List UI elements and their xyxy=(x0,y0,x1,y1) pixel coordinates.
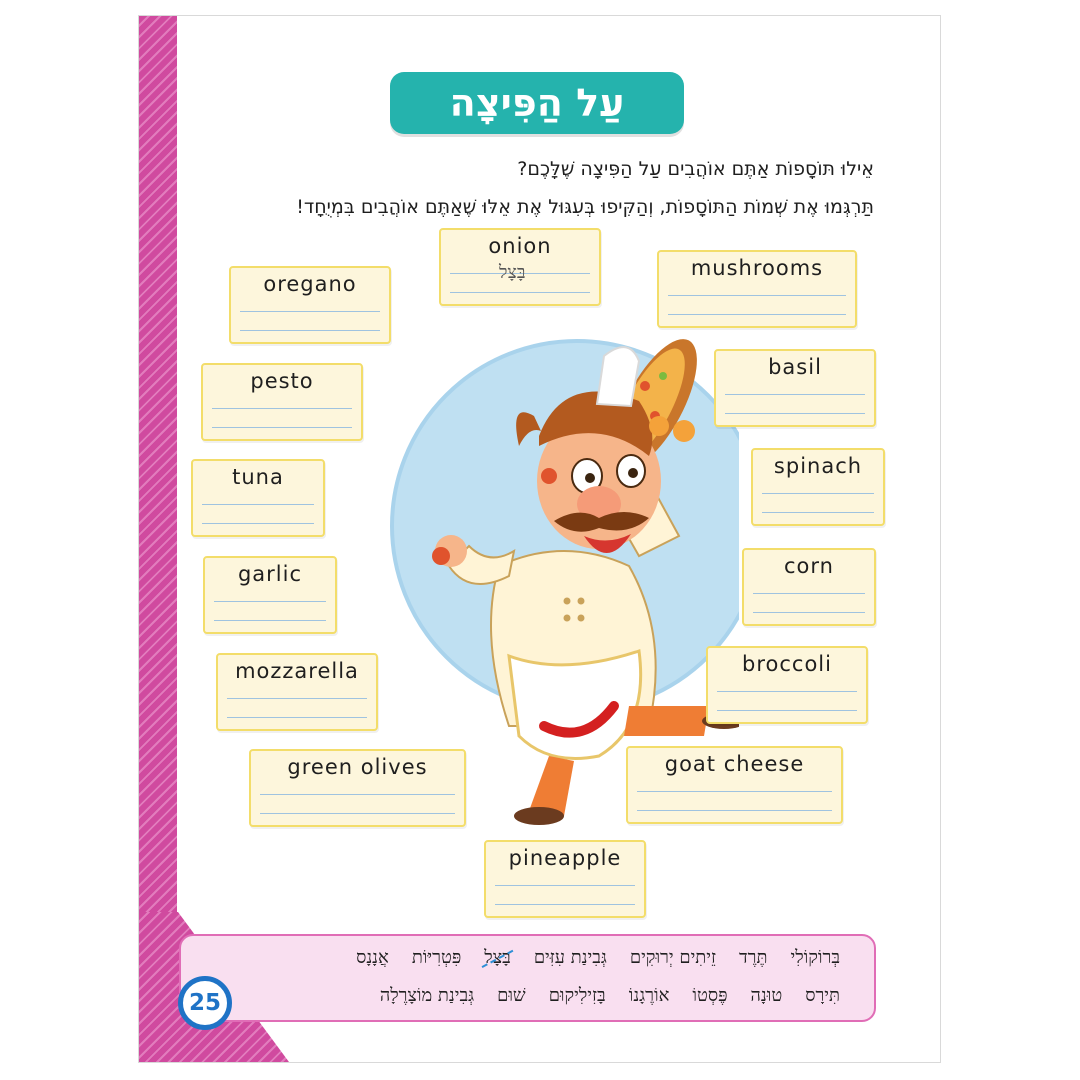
word-spinach: spinach xyxy=(773,454,863,478)
bank-word: אֲנָנָס xyxy=(356,947,389,968)
word-green-olives: green olives xyxy=(287,755,428,779)
title-banner xyxy=(390,72,684,134)
answer-line xyxy=(668,295,846,296)
word-basil: basil xyxy=(768,355,822,379)
worksheet-page xyxy=(138,15,941,1063)
bank-word: פִּטְרִיּוֹת xyxy=(411,947,462,968)
answer-line xyxy=(637,810,832,811)
word-corn: corn xyxy=(784,554,834,578)
word-card-goat-cheese xyxy=(626,746,843,824)
bank-word-crossed-out: בָּצָל xyxy=(484,947,511,968)
handwritten-answer: בָּצָל xyxy=(499,262,526,283)
answer-line xyxy=(762,493,874,494)
answer-line xyxy=(202,523,314,524)
answer-line xyxy=(753,612,865,613)
bank-word: פֶּסְטוֹ xyxy=(692,985,728,1006)
answer-line xyxy=(202,504,314,505)
bank-word: טוּנָה xyxy=(750,985,783,1006)
word-card-mozzarella xyxy=(216,653,378,731)
bank-word: תֶּרֶד xyxy=(739,947,768,968)
word-mozzarella: mozzarella xyxy=(235,659,359,683)
bank-word: שׁוּם xyxy=(497,985,526,1006)
answer-line xyxy=(725,394,865,395)
word-card-green-olives xyxy=(249,749,466,827)
word-pesto: pesto xyxy=(250,369,314,393)
word-card-oregano xyxy=(229,266,391,344)
word-goat-cheese: goat cheese xyxy=(664,752,805,776)
word-card-garlic xyxy=(203,556,337,634)
answer-line xyxy=(227,698,367,699)
answer-line xyxy=(227,717,367,718)
page-title: עַל הַפִּיצָה xyxy=(449,81,625,125)
word-card-tuna xyxy=(191,459,325,537)
word-bank-row-1 xyxy=(356,947,840,968)
answer-line xyxy=(260,813,455,814)
word-oregano: oregano xyxy=(263,272,357,296)
word-tuna: tuna xyxy=(232,465,284,489)
answer-line xyxy=(495,885,635,886)
answer-line xyxy=(717,710,857,711)
word-card-pesto xyxy=(201,363,363,441)
answer-line xyxy=(240,311,380,312)
bank-word: גְּבִינַת עִזִּים xyxy=(533,947,607,968)
word-garlic: garlic xyxy=(237,562,303,586)
page-number: 25 xyxy=(178,976,232,1030)
answer-line xyxy=(495,904,635,905)
answer-line xyxy=(725,413,865,414)
word-card-spinach xyxy=(751,448,885,526)
word-card-pineapple xyxy=(484,840,646,918)
answer-line xyxy=(212,427,352,428)
answer-line xyxy=(717,691,857,692)
word-card-basil xyxy=(714,349,876,427)
word-card-broccoli xyxy=(706,646,868,724)
side-stripe-decoration xyxy=(139,16,177,1062)
answer-line xyxy=(214,620,326,621)
instruction-line-1: אֵילוּ תּוֹסָפוֹת אַתֶּם אוֹהֲבִים עַל הַפִּיצָה שֶׁלָּכֶם? xyxy=(517,158,874,180)
word-card-mushrooms xyxy=(657,250,857,328)
word-pineapple: pineapple xyxy=(508,846,622,870)
word-bank-row-2 xyxy=(380,985,840,1006)
answer-line xyxy=(762,512,874,513)
bank-word: אוֹרֶגָנוֹ xyxy=(628,985,670,1006)
word-card-onion xyxy=(439,228,601,306)
bank-word: תִּירָס xyxy=(805,985,840,1006)
word-onion: onion xyxy=(488,234,552,258)
answer-line xyxy=(260,794,455,795)
bank-word: גְּבִינַת מוֹצָרֶלָה xyxy=(379,985,475,1006)
bank-word: זֵיתִים יְרוּקִים xyxy=(629,947,717,968)
word-mushrooms: mushrooms xyxy=(690,256,824,280)
bank-word: בָּזִילִיקוּם xyxy=(548,985,606,1006)
answer-line xyxy=(637,791,832,792)
answer-line xyxy=(450,292,590,293)
answer-line xyxy=(668,314,846,315)
word-broccoli: broccoli xyxy=(742,652,832,676)
answer-line xyxy=(753,593,865,594)
answer-line xyxy=(214,601,326,602)
instruction-line-2: תַּרְגְּמוּ אֶת שְׁמוֹת הַתּוֹסָפוֹת, וְהַקִּיפוּ בְּעִגּוּל אֶת אֵלּוּ שֶׁאַתֶּם אוֹהֲבִים בִּמְיֻחָד! xyxy=(296,196,874,218)
answer-line xyxy=(212,408,352,409)
word-card-corn xyxy=(742,548,876,626)
answer-line xyxy=(240,330,380,331)
word-bank xyxy=(179,934,876,1022)
bank-word: בְּרוֹקוֹלִי xyxy=(790,947,840,968)
